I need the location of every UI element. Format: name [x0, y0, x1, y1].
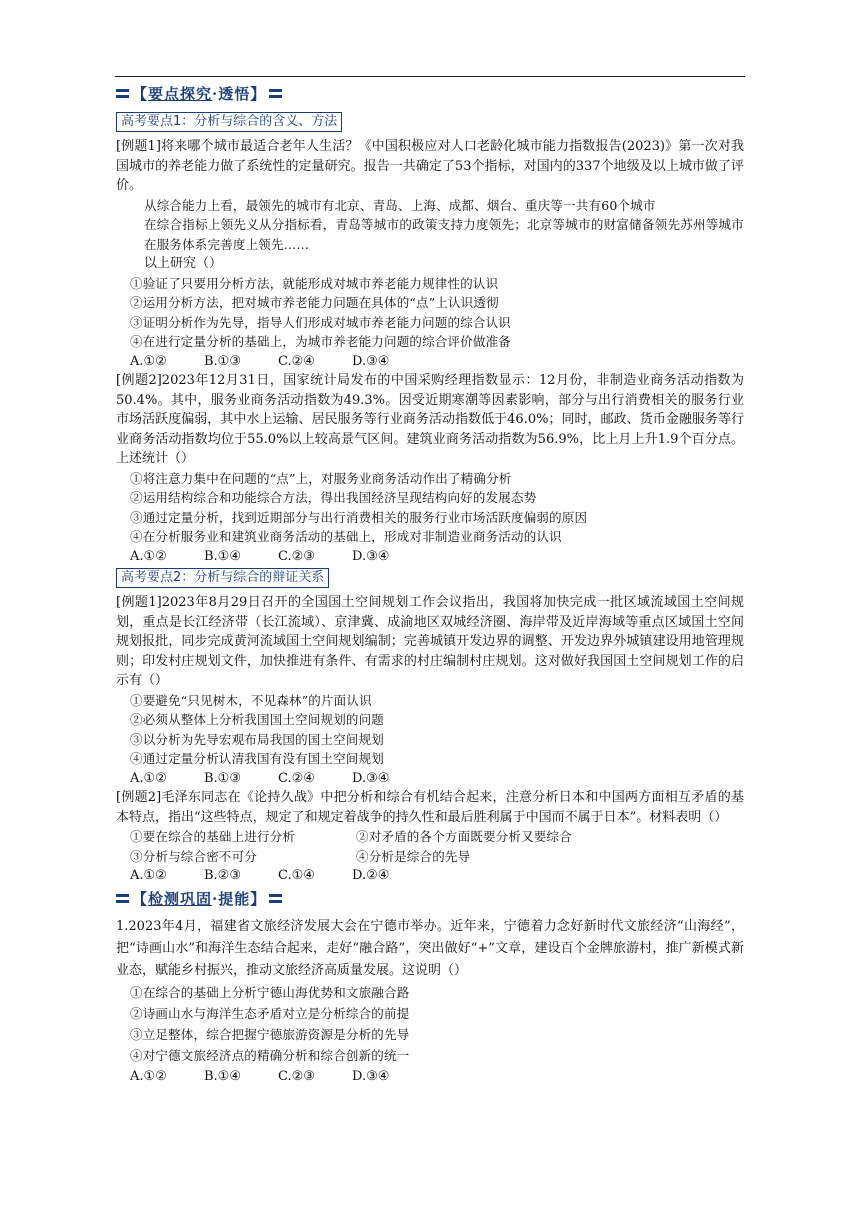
choice: B.①④	[204, 548, 241, 564]
section-title-underlined: 检测巩固	[148, 890, 213, 908]
choice: C.②③	[278, 1068, 315, 1084]
option-pair	[116, 827, 744, 847]
header-rule	[115, 76, 745, 77]
answer-choices	[116, 866, 744, 886]
question-prompt: 以上研究（）	[144, 256, 223, 271]
material-paragraph: 在综合指标上领先义从分指标看，青岛等城市的政策支持力度领先；北京等城市的财富储备领先苏州等城市在服务体系完善度上领先……	[144, 217, 744, 252]
option-item: ②运用分析方法，把对城市养老能力问题在具体的“点”上认识透彻	[130, 295, 499, 310]
section-title-part: ·透悟】	[212, 84, 267, 103]
choice: A.①②	[130, 353, 167, 369]
answer-choices	[116, 769, 744, 789]
question-stem: [例题2]毛泽东同志在《论持久战》中把分析和综合有机结合起来，注意分析日本和中国两方面相互矛盾的基本特点，指出“这些特点，规定了和规定着战争的持久性和最后胜利属于中国而不属于日本”。材料表明（）	[116, 790, 744, 825]
double-bar-icon	[269, 893, 282, 904]
choice: B.①④	[204, 1068, 241, 1084]
double-bar-icon	[116, 893, 129, 904]
choice: B.①③	[204, 353, 241, 369]
option-item: ①验证了只要用分析方法，就能形成对城市养老能力规律性的认识	[130, 275, 499, 291]
option-item: ④通过定量分析认清我国有没有国土空间规划	[130, 751, 385, 766]
choice: C.②④	[278, 353, 315, 369]
option-item: ②诗画山水与海洋生态矛盾对立是分析综合的前提	[130, 1005, 410, 1021]
option-item: ③以分析为先导宏观布局我国的国土空间规划	[130, 731, 385, 747]
answer-choices	[116, 1066, 744, 1087]
option-item: ②必须从整体上分析我国国土空间规划的问题	[130, 712, 385, 727]
option-item: ①要在综合的基础上进行分析	[130, 829, 296, 844]
choice: C.①④	[278, 868, 315, 883]
section-title-part: 【	[132, 84, 149, 103]
key-point-1: 高考要点1：分析与综合的含义、方法	[116, 112, 342, 132]
choice: D.③④	[352, 353, 390, 369]
option-item: ②运用结构综合和功能综合方法，得出我国经济呈现结构向好的发展态势	[130, 490, 537, 505]
option-item: ①要避免“只见树木，不见森林”的片面认识	[130, 692, 372, 708]
choice: D.②④	[352, 868, 390, 883]
option-item: ①在综合的基础上分析宁德山海优势和文旅融合路	[130, 984, 410, 1000]
question-stem: [例题2]2023年12月31日，国家统计局发布的中国采购经理指数显示：12月份，非制造业商务活动指数为50.4%。其中，服务业商务活动指数为49.3%。因受近期寒潮等因素影响，部分与出行消费相关的服务行业市场活跃度偏弱，其中水上运输、居民服务等行业商务活动指数低于46.0%；同时，邮政、货币金融服务等行业商务活动指数均位于55.0%以上较高景气区间。建筑业商务活动指数为56.9%，比上月上升1.9个百分点。上述统计（）	[116, 373, 744, 466]
option-item: ③证明分析作为先导，指导人们形成对城市养老能力问题的综合认识	[130, 314, 512, 330]
choice: A.①②	[130, 548, 167, 564]
option-item: ④分析是综合的先导	[356, 848, 471, 864]
option-item: ①将注意力集中在问题的“点”上，对服务业商务活动作出了精确分析	[130, 470, 512, 486]
double-bar-icon	[269, 88, 282, 99]
section-title-part: 【	[132, 890, 149, 908]
section-title-part: ·提能】	[212, 890, 267, 908]
choice: D.③④	[352, 770, 390, 786]
option-item: ④在进行定量分析的基础上，为城市养老能力问题的综合评价做准备	[130, 334, 512, 349]
answer-choices	[116, 547, 744, 567]
section-heading-explore	[116, 82, 744, 104]
choice: A.①②	[130, 770, 167, 786]
choice: A.①②	[130, 1068, 167, 1084]
choice: C.②④	[278, 770, 315, 786]
question-stem: [例题1]将来哪个城市最适合老年人生活？《中国积极应对人口老龄化城市能力指数报告(2023)》第一次对我国城市的养老能力做了系统性的定量研究。报告一共确定了53个指标，对国内的337个地级及以上城市做了评价。	[116, 139, 744, 193]
answer-choices	[116, 352, 744, 372]
key-point-2: 高考要点2：分析与综合的辩证关系	[116, 568, 329, 588]
choice: B.①③	[204, 770, 241, 786]
option-item: ④对宁德文旅经济点的精确分析和综合创新的统一	[130, 1047, 410, 1063]
choice: C.②③	[278, 548, 315, 564]
choice: D.③④	[352, 548, 390, 564]
content	[116, 80, 744, 1087]
option-item: ③立足整体，综合把握宁德旅游资源是分析的先导	[130, 1026, 410, 1042]
option-item: ③分析与综合密不可分	[130, 848, 258, 864]
material-paragraph: 从综合能力上看，最领先的城市有北京、青岛、上海、成都、烟台、重庆等一共有60个城市	[144, 197, 656, 213]
question-stem: 1.2023年4月，福建省文旅经济发展大会在宁德市举办。近年来，宁德着力念好新时代文旅经济“山海经”，把“诗画山水”和海洋生态结合起来，走好“融合路”，突出做好“+”文章，建设百个金牌旅游村，推广新模式新业态，赋能乡村振兴，推动文旅经济高质量发展。这说明（）	[116, 918, 744, 978]
section-title-underlined: 要点探究	[148, 84, 213, 103]
question-stem: [例题1]2023年8月29日召开的全国国土空间规划工作会议指出，我国将加快完成一批区域流域国土空间规划，重点是长江经济带（长江流域）、京津冀、成渝地区双城经济圈、海岸带及近岸海域等重点区域国土空间规划报批，同步完成黄河流域国土空间规划编制；完善城镇开发边界的调整、开发边界外城镇建设用地管理规则；印发村庄规划文件，加快推进有条件、有需求的村庄编制村庄规划。这对做好我国国土空间规划工作的启示有（）	[116, 595, 744, 688]
option-item: ②对矛盾的各个方面既要分析又要综合	[356, 829, 572, 844]
option-item: ③通过定量分析，找到近期部分与出行消费相关的服务行业市场活跃度偏弱的原因	[130, 509, 588, 525]
choice: D.③④	[352, 1068, 390, 1084]
option-item: ④在分析服务业和建筑业商务活动的基础上，形成对非制造业商务活动的认识	[130, 529, 562, 544]
choice: A.①②	[130, 868, 167, 883]
section-heading-practice	[116, 888, 744, 910]
option-pair	[116, 847, 744, 867]
choice: B.②③	[204, 868, 241, 883]
double-bar-icon	[116, 88, 129, 99]
